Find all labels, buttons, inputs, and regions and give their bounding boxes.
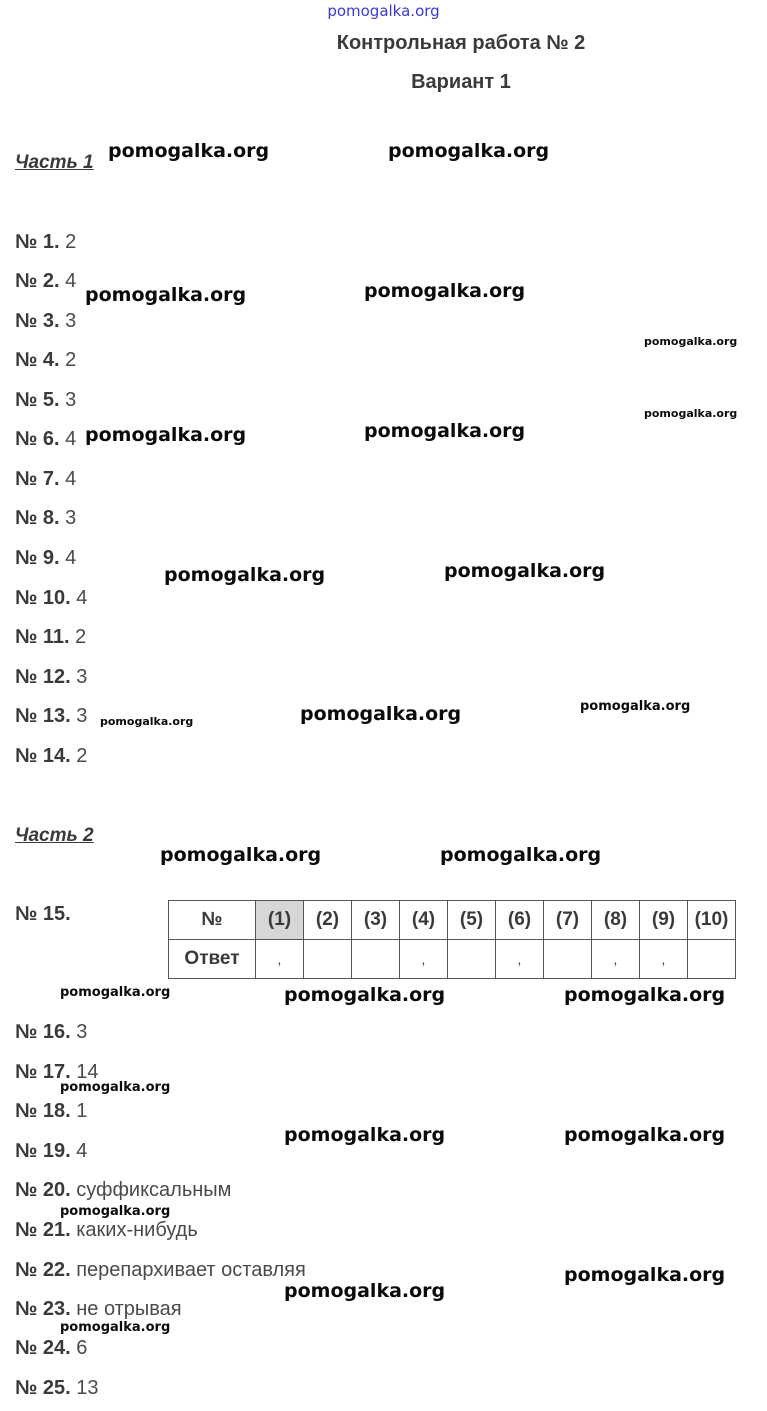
answer-table <box>168 900 736 979</box>
item-answer: 13 <box>76 1377 99 1399</box>
item-answer: 6 <box>76 1337 88 1359</box>
item-answer: 2 <box>75 626 87 648</box>
answer-item <box>15 1020 87 1044</box>
table-answer-cell: , <box>592 940 640 979</box>
item-number: № 21. <box>15 1219 71 1241</box>
item-answer: каких-нибудь <box>76 1219 198 1241</box>
item-number: № 12. <box>15 666 71 688</box>
answer-item <box>15 546 76 570</box>
watermark: pomogalka.org <box>60 1204 171 1219</box>
item-number: № 3. <box>15 310 60 332</box>
item-answer: 4 <box>65 468 77 490</box>
item-number: № 4. <box>15 349 60 371</box>
item-answer: суффиксальным <box>76 1179 232 1201</box>
item-number: № 14. <box>15 745 71 767</box>
item-number: № 9. <box>15 547 60 569</box>
watermark: pomogalka.org <box>364 420 526 442</box>
item-answer: 3 <box>76 1021 88 1043</box>
table-answer-cell: , <box>400 940 448 979</box>
table-header-row <box>169 901 736 940</box>
table-header-cell: (1) <box>256 901 304 940</box>
item-number: № 13. <box>15 705 71 727</box>
answer-item <box>15 1178 231 1202</box>
table-header-cell: (5) <box>448 901 496 940</box>
table-header-cell: (7) <box>544 901 592 940</box>
watermark: pomogalka.org <box>100 715 194 728</box>
item-answer: перепархивает оставляя <box>76 1259 306 1281</box>
table-answer-label: Ответ <box>169 940 256 979</box>
part1-heading: Часть 1 <box>15 152 94 173</box>
item-answer: 3 <box>65 310 77 332</box>
watermark: pomogalka.org <box>644 335 738 348</box>
answer-item <box>15 1258 306 1282</box>
watermark: pomogalka.org <box>564 1264 726 1286</box>
item-number: № 25. <box>15 1377 71 1399</box>
item-answer: 1 <box>76 1100 88 1122</box>
item-number: № 6. <box>15 428 60 450</box>
item-answer: 2 <box>76 745 88 767</box>
answer-item <box>15 902 71 926</box>
item-answer: 4 <box>65 428 77 450</box>
answer-item <box>15 506 76 530</box>
table-header-cell: (2) <box>304 901 352 940</box>
table-header-cell: (6) <box>496 901 544 940</box>
item-number: № 20. <box>15 1179 71 1201</box>
item-number: № 7. <box>15 468 60 490</box>
answer-item <box>15 1099 87 1123</box>
watermark: pomogalka.org <box>580 699 691 714</box>
item-answer: 3 <box>76 666 88 688</box>
answer-item <box>15 1139 87 1163</box>
item-answer: 4 <box>65 270 77 292</box>
watermark: pomogalka.org <box>108 140 270 162</box>
answer-item <box>15 744 87 768</box>
watermark: pomogalka.org <box>444 560 606 582</box>
item-number: № 16. <box>15 1021 71 1043</box>
item-number: № 15. <box>15 903 71 925</box>
item-answer: 3 <box>65 389 77 411</box>
top-watermark: pomogalka.org <box>327 2 440 20</box>
table-answer-cell: , <box>496 940 544 979</box>
item-number: № 17. <box>15 1061 71 1083</box>
watermark: pomogalka.org <box>284 1280 446 1302</box>
table-answer-cell: , <box>640 940 688 979</box>
table-answer-row <box>169 940 736 979</box>
item-number: № 5. <box>15 389 60 411</box>
table-header-cell: (3) <box>352 901 400 940</box>
answer-item <box>15 1336 87 1360</box>
watermark: pomogalka.org <box>85 284 247 306</box>
item-answer: 4 <box>76 1140 88 1162</box>
item-number: № 23. <box>15 1298 71 1320</box>
watermark: pomogalka.org <box>164 564 326 586</box>
page-title: Контрольная работа № 2 <box>336 32 586 54</box>
watermark: pomogalka.org <box>60 985 171 1000</box>
answer-item <box>15 230 76 254</box>
answer-item <box>15 586 87 610</box>
table-header-cell: (4) <box>400 901 448 940</box>
answer-item <box>15 1297 182 1321</box>
item-number: № 24. <box>15 1337 71 1359</box>
page-subtitle: Вариант 1 <box>411 71 511 93</box>
watermark: pomogalka.org <box>644 407 738 420</box>
table-header-cell: (8) <box>592 901 640 940</box>
item-answer: не отрывая <box>76 1298 182 1320</box>
answer-item <box>15 704 87 728</box>
item-number: № 1. <box>15 231 60 253</box>
answer-item <box>15 625 86 649</box>
item-answer: 4 <box>65 547 77 569</box>
watermark: pomogalka.org <box>440 844 602 866</box>
watermark: pomogalka.org <box>60 1080 171 1095</box>
item-answer: 2 <box>65 231 77 253</box>
table-answer-cell <box>448 940 496 979</box>
watermark: pomogalka.org <box>284 984 446 1006</box>
table-header-cell: (10) <box>688 901 736 940</box>
item-number: № 2. <box>15 270 60 292</box>
watermark: pomogalka.org <box>160 844 322 866</box>
answer-item <box>15 309 76 333</box>
item-answer: 14 <box>76 1061 99 1083</box>
item-number: № 10. <box>15 587 71 609</box>
item-number: № 8. <box>15 507 60 529</box>
item-answer: 3 <box>76 705 88 727</box>
item-number: № 22. <box>15 1259 71 1281</box>
watermark: pomogalka.org <box>564 984 726 1006</box>
watermark: pomogalka.org <box>388 140 550 162</box>
table-header-cell: (9) <box>640 901 688 940</box>
part2-heading: Часть 2 <box>15 825 94 846</box>
table-answer-cell <box>352 940 400 979</box>
watermark: pomogalka.org <box>364 280 526 302</box>
item-number: № 19. <box>15 1140 71 1162</box>
item-answer: 3 <box>65 507 77 529</box>
answer-item <box>15 427 76 451</box>
answer-item <box>15 467 76 491</box>
answer-item <box>15 1218 198 1242</box>
item-answer: 2 <box>65 349 77 371</box>
watermark: pomogalka.org <box>300 703 462 725</box>
table-answer-cell <box>304 940 352 979</box>
watermark: pomogalka.org <box>85 424 247 446</box>
table-header-cell: № <box>169 901 256 940</box>
watermark: pomogalka.org <box>564 1124 726 1146</box>
item-answer: 4 <box>76 587 88 609</box>
item-number: № 18. <box>15 1100 71 1122</box>
answer-item <box>15 348 76 372</box>
item-number: № 11. <box>15 626 70 648</box>
answer-item <box>15 269 76 293</box>
table-answer-cell <box>688 940 736 979</box>
answer-item <box>15 665 87 689</box>
table-answer-cell: , <box>256 940 304 979</box>
answer-item <box>15 388 76 412</box>
watermark: pomogalka.org <box>60 1320 171 1335</box>
table-answer-cell <box>544 940 592 979</box>
answer-item <box>15 1376 98 1400</box>
watermark: pomogalka.org <box>284 1124 446 1146</box>
